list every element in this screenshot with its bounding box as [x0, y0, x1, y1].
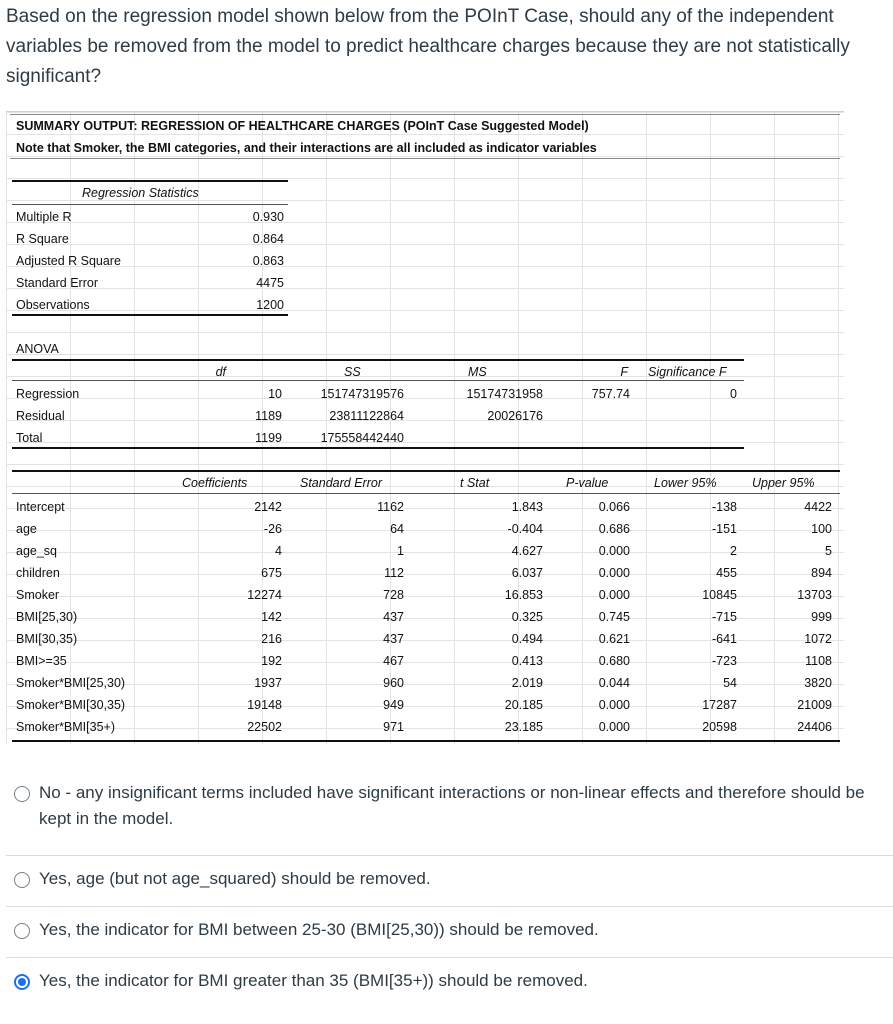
regstats-value: 0.864 — [252, 232, 284, 246]
coef-cell-coef: 142 — [261, 610, 282, 624]
anova-header: SS — [344, 365, 361, 379]
title-bottom-border — [10, 158, 840, 159]
coef-cell-t: 23.185 — [504, 720, 543, 734]
coef-cell-lo: -138 — [711, 500, 737, 514]
coef-header: Lower 95% — [654, 476, 717, 490]
coef-cell-p: 0.686 — [598, 522, 630, 536]
coef-cell-hi: 21009 — [797, 698, 832, 712]
coef-header: t Stat — [460, 476, 490, 490]
anova-header: MS — [468, 365, 487, 379]
radio-unselected-icon[interactable] — [14, 786, 30, 802]
regstats-value: 1200 — [256, 298, 284, 312]
answer-option-label: No - any insignificant terms included have significant interactions or non-linear effects and therefore should be kept in the model. — [39, 783, 865, 828]
coef-cell-hi: 4422 — [804, 500, 832, 514]
anova-title: ANOVA — [16, 342, 59, 356]
anova-header: F — [620, 365, 628, 379]
radio-unselected-icon[interactable] — [14, 923, 30, 939]
anova-cell-sig: 0 — [730, 387, 737, 401]
coef-cell-se: 1 — [397, 544, 404, 558]
radio-selected-icon[interactable] — [14, 974, 30, 990]
coef-cell-p: 0.044 — [598, 676, 630, 690]
regstats-label: Standard Error — [16, 276, 98, 290]
coef-cell-se: 949 — [383, 698, 404, 712]
answer-option[interactable] — [6, 770, 893, 855]
regstats-top-rule — [12, 180, 288, 182]
coef-row-label: age_sq — [16, 544, 58, 558]
coef-cell-p: 0.000 — [598, 544, 630, 558]
coef-row-label: Smoker — [16, 588, 60, 602]
anova-header: df — [215, 365, 226, 379]
coef-row-label: Smoker*BMI[30,35) — [16, 698, 126, 712]
answer-option[interactable] — [6, 906, 893, 957]
coef-cell-coef: 12274 — [247, 588, 282, 602]
coef-cell-t: -0.404 — [507, 522, 543, 536]
coef-cell-coef: 4 — [275, 544, 282, 558]
coef-row-label: Smoker*BMI[35+) — [16, 720, 115, 734]
coef-row-label: children — [16, 566, 60, 580]
coef-cell-se: 971 — [383, 720, 404, 734]
coef-cell-se: 960 — [383, 676, 404, 690]
coef-cell-lo: 54 — [723, 676, 737, 690]
anova-row-label: Total — [16, 431, 43, 445]
title-top-border — [10, 114, 840, 115]
regstats-value: 0.930 — [252, 210, 284, 224]
coef-cell-se: 64 — [390, 522, 404, 536]
coef-cell-lo: 10845 — [702, 588, 737, 602]
answer-option-label: Yes, age (but not age_squared) should be removed. — [39, 869, 431, 888]
answer-option[interactable] — [6, 855, 893, 906]
coef-cell-lo: -151 — [711, 522, 737, 536]
regstats-value: 4475 — [256, 276, 284, 290]
coef-cell-se: 112 — [384, 566, 404, 580]
coef-cell-p: 0.000 — [598, 720, 630, 734]
coef-row-label: age — [16, 522, 37, 536]
coef-cell-t: 6.037 — [511, 566, 543, 580]
coef-cell-p: 0.621 — [598, 632, 630, 646]
anova-cell-ss: 23811122864 — [329, 409, 404, 423]
coef-cell-coef: 216 — [261, 632, 282, 646]
anova-cell-ms: 15174731958 — [466, 387, 543, 401]
coef-cell-se: 437 — [383, 610, 404, 624]
anova-cell-df: 1199 — [255, 431, 282, 445]
coef-cell-coef: 2142 — [254, 500, 282, 514]
coef-cell-p: 0.745 — [598, 610, 630, 624]
anova-cell-f: 757.74 — [591, 387, 630, 401]
regstats-header: Regression Statistics — [82, 186, 199, 200]
regstats-label: R Square — [16, 232, 69, 246]
regstats-bottom-rule — [12, 314, 288, 316]
coef-cell-t: 0.413 — [511, 654, 543, 668]
coef-header: P-value — [566, 476, 609, 490]
coef-cell-t: 20.185 — [504, 698, 543, 712]
coef-cell-t: 0.494 — [511, 632, 543, 646]
regstats-label: Observations — [16, 298, 90, 312]
anova-cell-ss: 175558442440 — [320, 431, 404, 445]
coef-row-label: BMI[25,30) — [16, 610, 78, 624]
radio-unselected-icon[interactable] — [14, 872, 30, 888]
coef-cell-p: 0.066 — [598, 500, 630, 514]
coef-cell-se: 437 — [383, 632, 404, 646]
coef-cell-hi: 13703 — [797, 588, 832, 602]
coef-row-label: BMI>=35 — [16, 654, 67, 668]
coef-cell-coef: 192 — [261, 654, 282, 668]
regstats-header-rule — [12, 204, 288, 205]
anova-cell-ss: 151747319576 — [320, 387, 404, 401]
coef-cell-t: 2.019 — [511, 676, 543, 690]
coef-cell-lo: 2 — [730, 544, 737, 558]
coef-cell-hi: 1072 — [804, 632, 832, 646]
coef-cell-t: 4.627 — [511, 544, 543, 558]
coef-cell-hi: 999 — [811, 610, 832, 624]
coef-cell-se: 728 — [383, 588, 404, 602]
coef-cell-coef: 1937 — [254, 676, 282, 690]
coef-cell-hi: 5 — [825, 544, 832, 558]
coef-cell-t: 16.853 — [504, 588, 543, 602]
coef-header: Upper 95% — [752, 476, 815, 490]
coef-cell-p: 0.000 — [598, 698, 630, 712]
coef-cell-se: 467 — [383, 654, 404, 668]
coef-cell-t: 1.843 — [511, 500, 543, 514]
coef-cell-lo: 455 — [716, 566, 737, 580]
coef-cell-coef: -26 — [263, 522, 282, 536]
coef-cell-p: 0.000 — [598, 588, 630, 602]
answer-options — [6, 770, 893, 1008]
anova-top-rule — [12, 359, 744, 361]
coef-cell-hi: 1108 — [805, 654, 832, 668]
anova-header-rule — [12, 380, 744, 381]
regstats-label: Adjusted R Square — [16, 254, 121, 268]
coef-row-label: BMI[30,35) — [16, 632, 78, 646]
coef-row-label: Intercept — [16, 500, 65, 514]
anova-cell-df: 1189 — [255, 409, 282, 423]
coef-bottom-rule — [12, 740, 840, 742]
coef-cell-p: 0.000 — [598, 566, 630, 580]
coef-cell-hi: 100 — [811, 522, 832, 536]
coef-cell-hi: 894 — [811, 566, 832, 580]
answer-option-label: Yes, the indicator for BMI between 25-30 (BMI[25,30)) should be removed. — [39, 920, 599, 939]
coef-cell-lo: -715 — [711, 610, 737, 624]
anova-header: Significance F — [648, 365, 727, 379]
regstats-value: 0.863 — [252, 254, 284, 268]
coef-row-label: Smoker*BMI[25,30) — [16, 676, 126, 690]
regression-output-image — [6, 111, 844, 744]
coef-cell-coef: 19148 — [247, 698, 282, 712]
answer-option-label: Yes, the indicator for BMI greater than 35 (BMI[35+)) should be removed. — [39, 971, 588, 990]
coef-cell-t: 0.325 — [511, 610, 543, 624]
anova-cell-ms: 20026176 — [487, 409, 543, 423]
coef-cell-p: 0.680 — [598, 654, 630, 668]
coef-cell-hi: 3820 — [804, 676, 832, 690]
coef-cell-lo: 17287 — [702, 698, 737, 712]
coef-cell-lo: 20598 — [702, 720, 737, 734]
question-text: Based on the regression model shown below from the POInT Case, should any of the independent variables be removed from the model to predict healthcare charges because they are not statistically significant? — [6, 6, 850, 87]
coef-top-rule — [12, 470, 840, 472]
coef-cell-lo: -723 — [711, 654, 737, 668]
coef-cell-coef: 22502 — [247, 720, 282, 734]
anova-row-label: Regression — [16, 387, 80, 401]
coef-header: Standard Error — [300, 476, 382, 490]
regstats-label: Multiple R — [16, 210, 72, 224]
anova-bottom-rule — [12, 447, 744, 449]
coef-header: Coefficients — [182, 476, 248, 490]
answer-option[interactable] — [6, 957, 893, 1008]
coef-cell-coef: 675 — [261, 566, 282, 580]
coef-cell-lo: -641 — [711, 632, 737, 646]
coef-header-rule — [12, 493, 840, 494]
coef-cell-se: 1162 — [377, 500, 404, 514]
sheet-note: Note that Smoker, the BMI categories, and their interactions are all included as indicator variables — [16, 141, 597, 155]
anova-cell-df: 10 — [268, 387, 282, 401]
coef-cell-hi: 24406 — [797, 720, 832, 734]
anova-row-label: Residual — [16, 409, 65, 423]
sheet-title: SUMMARY OUTPUT: REGRESSION OF HEALTHCARE CHARGES (POInT Case Suggested Model) — [16, 119, 589, 133]
